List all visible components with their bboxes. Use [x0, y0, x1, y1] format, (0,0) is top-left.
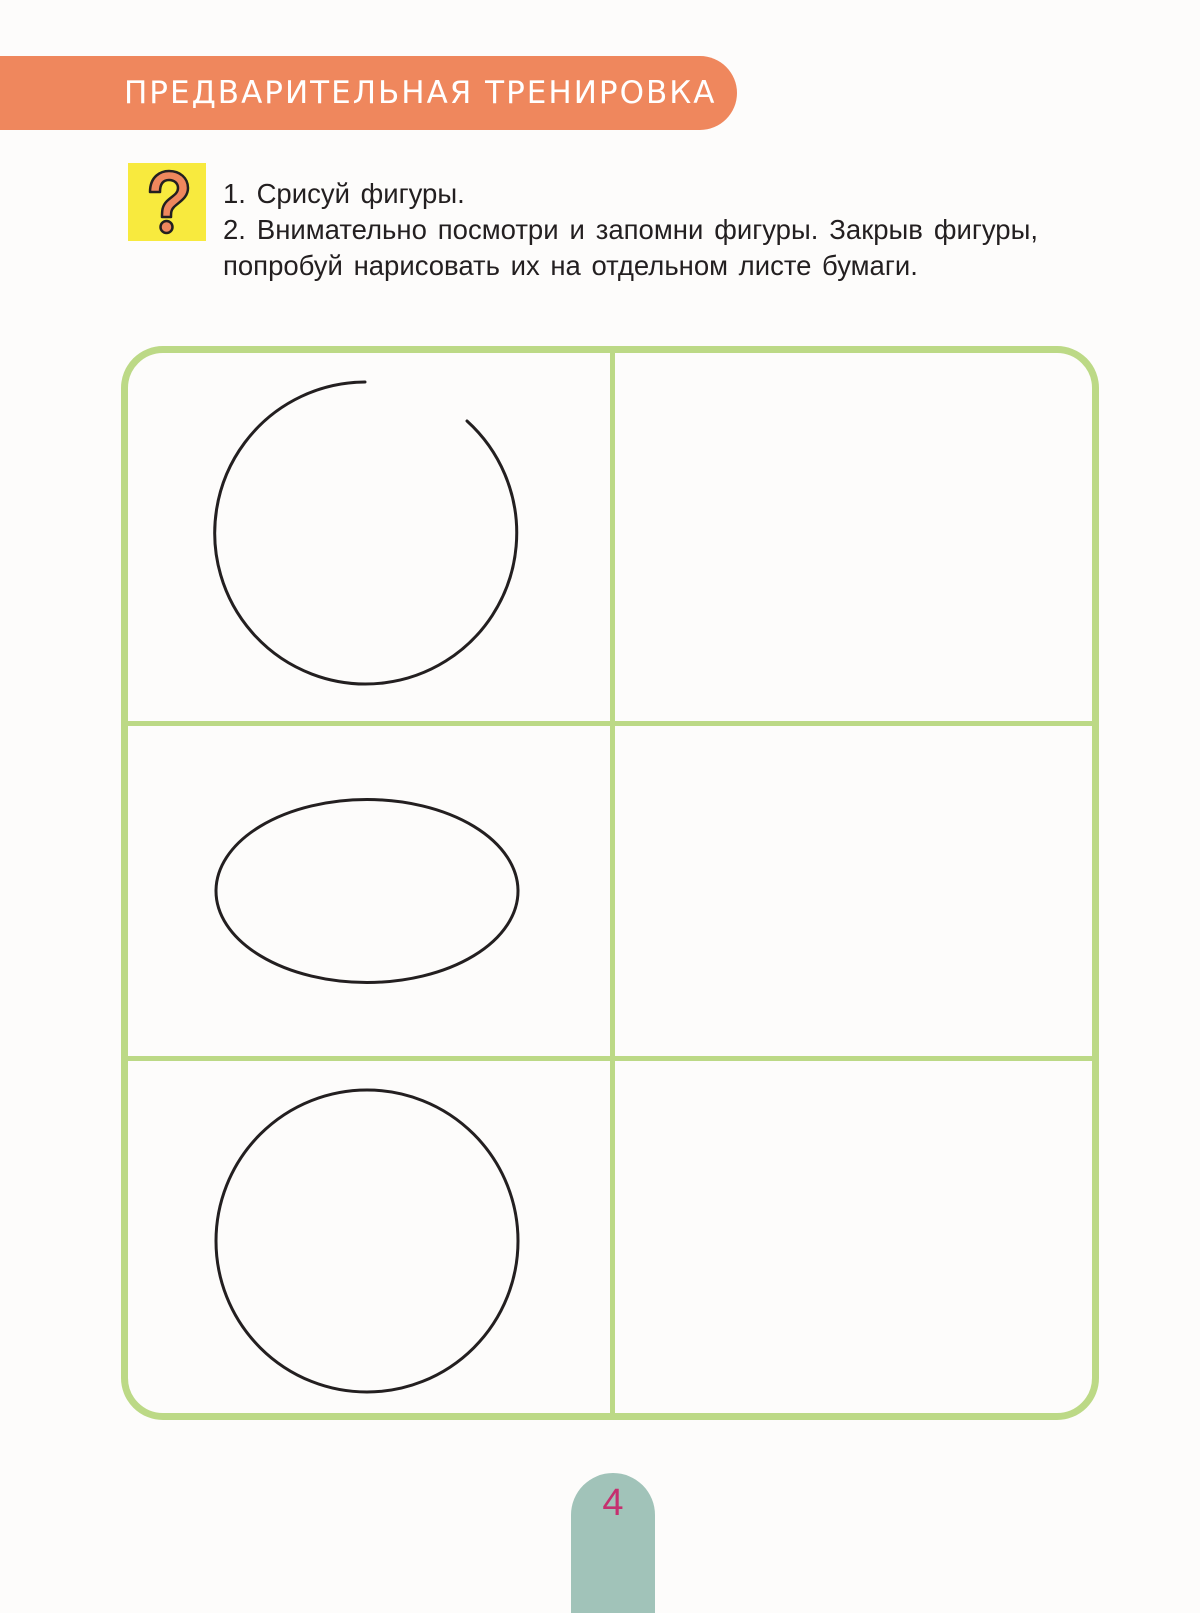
header-banner — [0, 56, 737, 130]
drawing-cell-2[interactable] — [621, 726, 1092, 1056]
instruction-item-1: 1. Срисуй фигуры. — [223, 178, 465, 209]
drawing-cell-3[interactable] — [621, 1061, 1092, 1413]
instruction-item-2: 2. Внимательно посмотри и запомни фигуры. Закрыв фигуры, попробуй нарисовать их на отдельном листе бумаги. — [223, 214, 1038, 281]
grid-divider-vertical — [610, 346, 615, 1420]
page-number: 4 — [602, 1482, 624, 1524]
question-mark-icon — [128, 163, 206, 241]
drawing-cell-1[interactable] — [621, 353, 1092, 721]
page-title: ПРЕДВАРИТЕЛЬНАЯ ТРЕНИРОВКА — [124, 75, 717, 111]
instructions — [223, 176, 1038, 284]
